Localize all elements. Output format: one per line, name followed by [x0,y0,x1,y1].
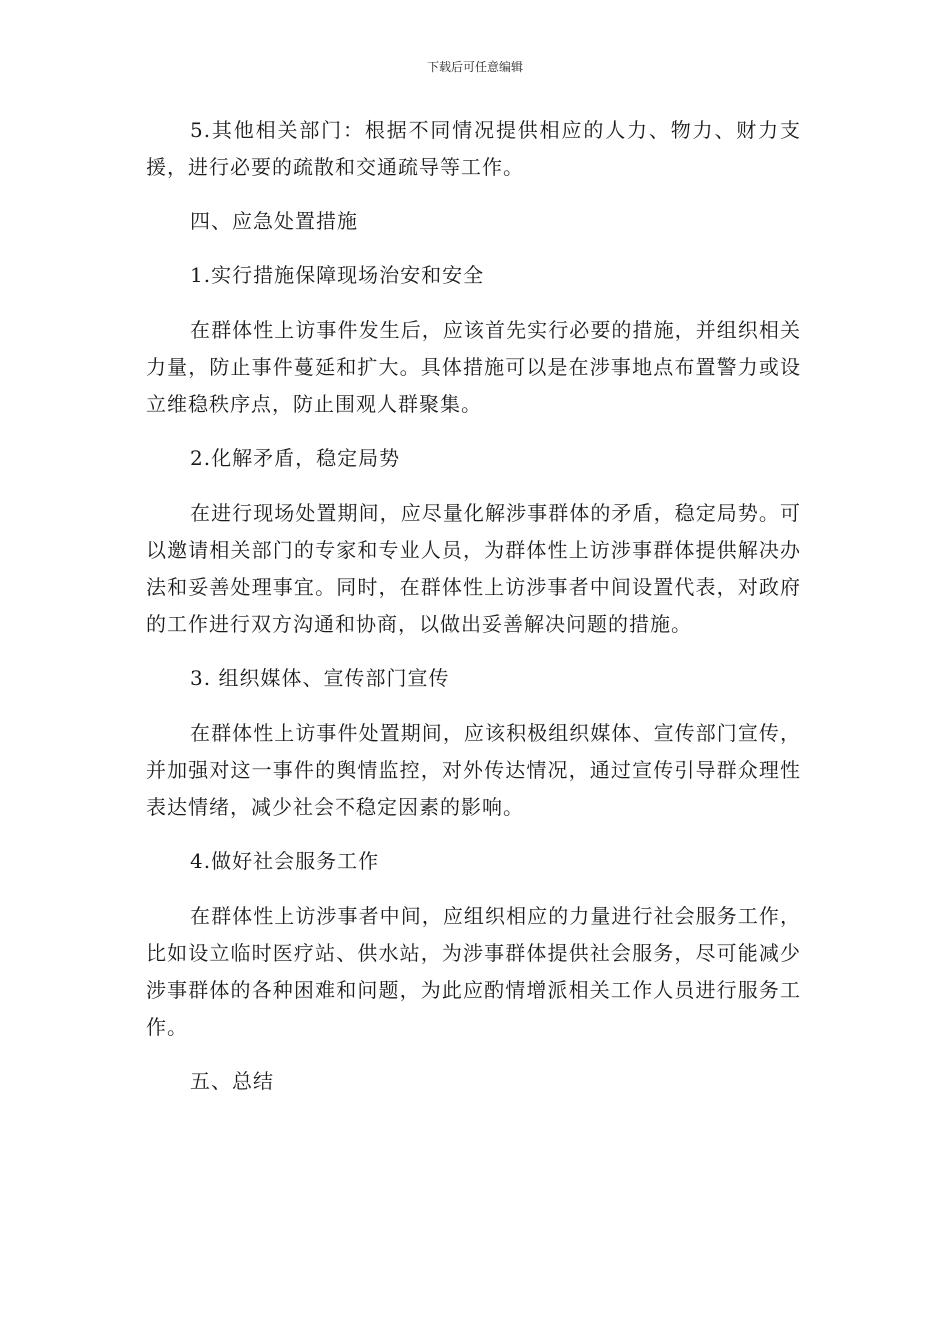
subheading-security-measures: 1.实行措施保障现场治安和安全 [190,263,485,287]
section-heading-emergency-measures: 四、应急处置措施 [190,209,358,233]
paragraph-social-services: 在群体性上访涉事者中间，应组织相应的力量进行社会服务工作，比如设立临时医疗站、供水站，为涉事群体提供社会服务，尽可能减少涉事群体的各种困难和问题，为此应酌情增派相关工作人员进行服务工作。 [146,904,801,1039]
header-note: 下载后可任意编辑 [426,60,523,74]
paragraph-media-publicity: 在群体性上访事件处置期间，应该积极组织媒体、宣传部门宣传，并加强对这一事件的舆情监控，对外传达情况，通过宣传引导群众理性表达情绪，减少社会不稳定因素的影响。 [146,721,801,819]
section-heading-summary: 五、总结 [190,1069,274,1093]
subheading-social-services: 4.做好社会服务工作 [190,849,380,873]
subheading-resolve-conflicts: 2.化解矛盾，稳定局势 [190,446,401,470]
document-body [146,112,801,1100]
paragraph-other-departments: 5.其他相关部门：根据不同情况提供相应的人力、物力、财力支援，进行必要的疏散和交通疏导等工作。 [146,118,801,179]
paragraph-security-measures: 在群体性上访事件发生后，应该首先实行必要的措施，并组织相关力量，防止事件蔓延和扩大。具体措施可以是在涉事地点布置警力或设立维稳秩序点，防止围观人群聚集。 [146,318,801,416]
paragraph-resolve-conflicts: 在进行现场处置期间，应尽量化解涉事群体的矛盾，稳定局势。可以邀请相关部门的专家和专业人员，为群体性上访涉事群体提供解决办法和妥善处理事宜。同时，在群体性上访涉事者中间设置代表，对政府的工作进行双方沟通和协商，以做出妥善解决问题的措施。 [146,501,801,636]
subheading-media-publicity: 3. 组织媒体、宣传部门宣传 [190,666,450,690]
